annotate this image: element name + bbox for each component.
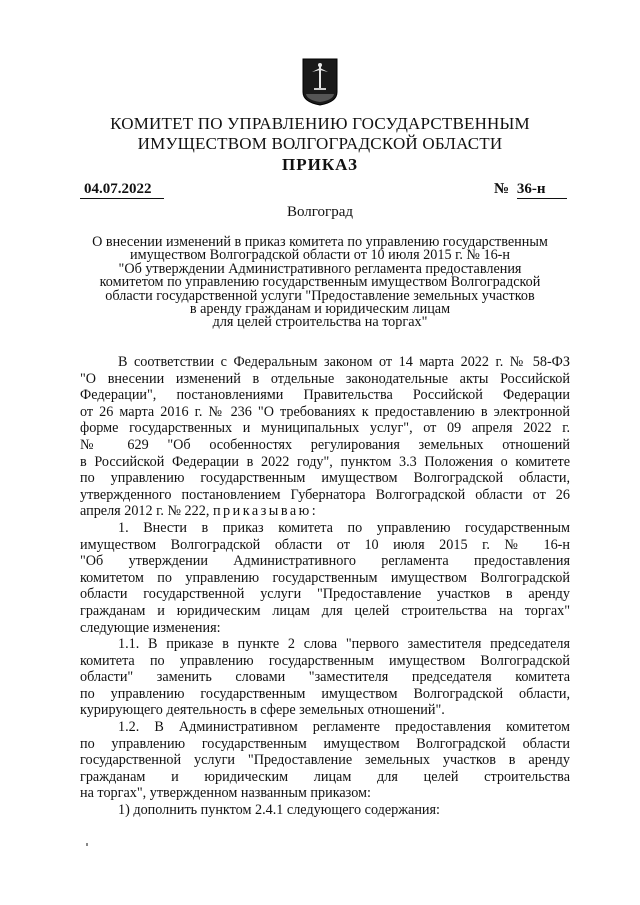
body-line: в Российской Федерации в 2022 году", пунктом 3.3 Положения о комитете <box>80 453 570 470</box>
scan-speck <box>86 843 88 846</box>
number-label: № <box>494 181 510 197</box>
body-line: "О внесении изменений в отдельные законодательные акты Российской <box>80 370 570 387</box>
number-value: 36-н <box>517 180 567 199</box>
subject-line: в аренду гражданам и юридическим лицам <box>189 301 451 318</box>
body-line: комитета по управлению государственным имуществом Волгоградской <box>80 652 570 669</box>
document-subject <box>70 236 570 330</box>
subject-line: "Об утверждении Административного регламента предоставления <box>118 260 522 277</box>
body-line: 1.2. В Административном регламенте предоставления комитетом <box>118 719 570 736</box>
body-line: по управлению государственным имуществом Волгоградской области, <box>80 470 570 487</box>
body-line: гражданам и юридическим лицам для целей строительства на торгах" <box>80 602 570 619</box>
org-line-1: КОМИТЕТ ПО УПРАВЛЕНИЮ ГОСУДАРСТВЕННЫМ <box>110 114 530 133</box>
subject-line: области государственной услуги "Предоставление земельных участков <box>105 287 535 304</box>
document-city: Волгоград <box>286 204 353 220</box>
body-line: по управлению государственным имуществом Волгоградской области, <box>80 685 570 702</box>
body-line: области государственной услуги "Предоставление участков в аренду <box>80 586 570 603</box>
subject-line: О внесении изменений в приказ комитета по управлению государственным <box>92 234 548 250</box>
document-body <box>80 354 570 819</box>
subject-line: комитетом по управлению государственным имуществом Волгоградской <box>99 274 541 291</box>
org-line-2: ИМУЩЕСТВОМ ВОЛГОГРАДСКОЙ ОБЛАСТИ <box>137 134 503 153</box>
document-date: 04.07.2022 <box>80 180 164 199</box>
body-line: № 629 "Об особенностях регулирования земельных отношений <box>80 436 570 453</box>
body-line <box>80 503 570 520</box>
body-line: государственной услуги "Предоставление земельных участков в аренду <box>80 752 570 769</box>
body-line: форме государственных и муниципальных услуг", от 09 апреля 2022 г. <box>80 420 570 437</box>
body-line: 1.1. В приказе в пункте 2 слова "первого заместителя председателя <box>118 636 570 653</box>
order-word: приказываю: <box>212 503 319 520</box>
body-line: комитетом по управлению государственным имуществом Волгоградской <box>80 569 570 586</box>
body-line: гражданам и юридическим лицам для целей строительства <box>80 768 570 785</box>
body-line: Федерации", постановлениями Правительства Российской Федерации <box>80 387 570 404</box>
document-number <box>494 180 567 199</box>
body-line: следующие изменения: <box>80 619 221 636</box>
body-line: "Об утверждении Административного регламента предоставления <box>80 553 570 570</box>
organization-name <box>60 114 580 154</box>
body-line: по управлению государственным имуществом Волгоградской области <box>80 735 570 752</box>
body-line: от 26 марта 2016 г. № 236 "О требованиях к предоставлению в электронной <box>80 403 570 420</box>
body-line: курирующего деятельность в сфере земельных отношений". <box>80 702 445 719</box>
body-line: области" заменить словами "заместителя председателя комитета <box>80 669 570 686</box>
subject-line: имуществом Волгоградской области от 10 июля 2015 г. № 16-н <box>130 247 510 264</box>
subject-line: для целей строительства на торгах" <box>212 314 428 331</box>
body-text: апреля 2012 г. № 222, <box>80 503 213 520</box>
body-line: 1) дополнить пунктом 2.4.1 следующего содержания: <box>118 802 440 819</box>
body-line: В соответствии с Федеральным законом от 14 марта 2022 г. № 58-ФЗ <box>118 354 570 370</box>
coat-of-arms-icon <box>302 58 338 106</box>
body-line: имуществом Волгоградской области от 10 июля 2015 г. № 16-н <box>80 536 570 553</box>
document-type: ПРИКАЗ <box>282 155 358 174</box>
body-line: утвержденного постановлением Губернатора Волгоградской области от 26 <box>80 486 570 503</box>
body-line: на торгах", утвержденном названным приказом: <box>80 785 371 802</box>
body-line: 1. Внести в приказ комитета по управлению государственным <box>118 519 570 536</box>
